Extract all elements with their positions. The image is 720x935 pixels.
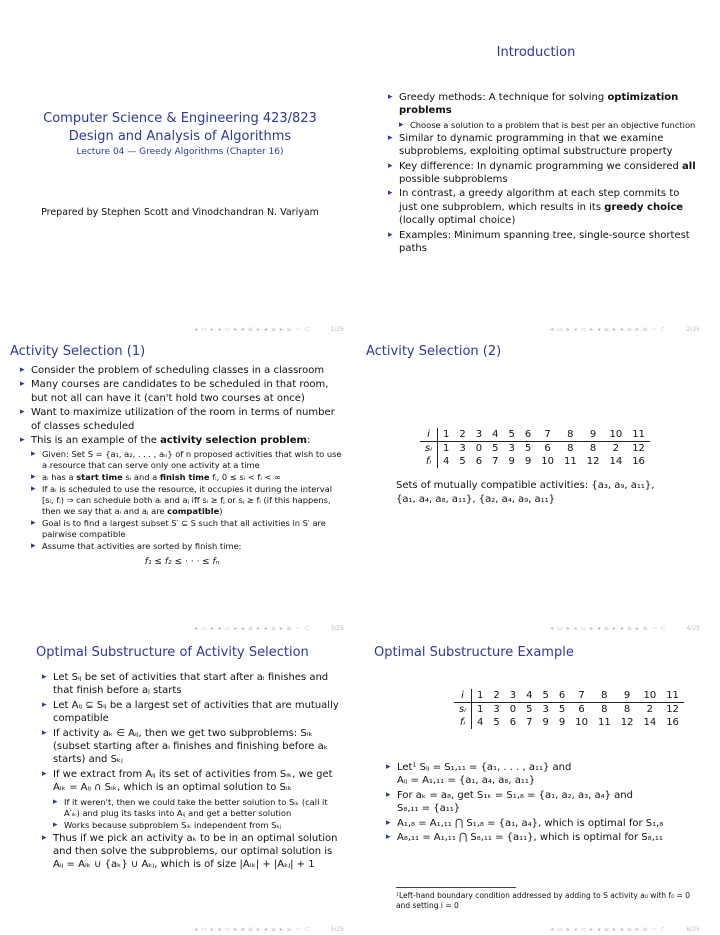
table-cell: 7 [570, 689, 593, 703]
table-cell: 10 [604, 428, 627, 442]
slide-optimal-substructure [10, 645, 350, 935]
table-cell: 2 [454, 428, 470, 442]
table-cell: 9 [524, 456, 532, 467]
table-cell: 6 [520, 428, 536, 442]
table-cell: 5 [524, 443, 532, 454]
row-header: i [454, 689, 472, 703]
slide-title: Introduction [496, 45, 576, 60]
bullet: ▸ Many courses are candidates to be scheduled in that room, but not all can have it (can't hold two courses at once) [20, 378, 344, 405]
table-cell: 12 [620, 717, 634, 728]
activity-table-grid [420, 428, 650, 468]
slide-footer [194, 625, 344, 632]
table-cell: 5 [538, 689, 554, 703]
row-header: fᵢ [454, 716, 472, 729]
row-header: sᵢ [454, 703, 472, 717]
compatible-sets-line: {a₁, a₄, a₈, a₁₁}, {a₂, a₄, a₉, a₁₁} [396, 494, 556, 505]
page-number: 5/25 [330, 926, 344, 933]
slide-optimal-substructure-example [366, 645, 706, 935]
activity-table [454, 689, 684, 729]
compatible-sets-line: Sets of mutually compatible activities: {a₃, a₉, a₁₁}, [396, 480, 655, 491]
table-cell: 8 [593, 689, 616, 703]
table-cell: 3 [471, 428, 487, 442]
table-cell: 11 [563, 456, 577, 467]
table-cell: 5 [526, 704, 533, 715]
table-cell: 6 [554, 689, 570, 703]
table-cell: 5 [493, 717, 500, 728]
table-cell: 11 [661, 689, 684, 703]
table-cell: 0 [509, 704, 517, 715]
slide-footer [194, 326, 344, 333]
table-cell: 1 [477, 704, 484, 715]
table-cell: 8 [601, 704, 608, 715]
table-cell: 16 [632, 456, 645, 467]
table-cell: 10 [541, 456, 554, 467]
page-number: 1/25 [330, 326, 344, 333]
table-cell: 7 [492, 456, 499, 467]
bullet: ▸ This is an example of the activity selection problem: ▸ Given: Set S = {a₁, a₂, . . . , aₙ} of n proposed activities that wish to use a resource that can serve only one activity at a time ▸ aᵢ has a start time sᵢ and a finish time fᵢ, 0 ≤ sᵢ < fᵢ < ∞ ▸ If aᵢ is scheduled to use the resource, it occupies it during the interval [sᵢ, fᵢ) ⇒ can schedule both aᵢ and aⱼ iff sᵢ ≥ fⱼ or sⱼ ≥ fᵢ (if this happens, then we say that aᵢ and aⱼ are compatible) ▸ Goal is to find a largest subset S′ ⊆ S such that all activities in S′ are pairwise compatible ▸ Assume that activities are sorted by finish time: [20, 434, 344, 552]
footnote: ¹Left-hand boundary condition addressed by adding to S activity a₀ with f₀ = 0 and setting i = 0 [396, 891, 690, 910]
table-cell: 3 [542, 704, 549, 715]
sub-bullet: ▸ Goal is to find a largest subset S′ ⊆ S such that all activities in S′ are pairwise compatible [31, 518, 344, 540]
row-header: i [420, 428, 438, 442]
table-row [420, 428, 650, 442]
slide-title: Optimal Substructure Example [374, 645, 574, 660]
page-number: 4/25 [686, 625, 700, 632]
bullet: ▸ Consider the problem of scheduling classes in a classroom [20, 364, 344, 377]
slide-body [386, 761, 700, 845]
activity-table-grid [454, 689, 684, 729]
bullet: ▸ Key difference: In dynamic programming we considered all possible subproblems [388, 160, 700, 187]
table-row [454, 703, 684, 717]
table-cell: 2 [612, 443, 619, 454]
sub-bullet: ▸ If aᵢ is scheduled to use the resource, it occupies it during the interval [sᵢ, fᵢ) ⇒ can schedule both aᵢ and aⱼ iff sᵢ ≥ fⱼ or sⱼ ≥ fᵢ (if this happens, then we say that aᵢ and aⱼ are compatible) [31, 484, 344, 517]
sub-bullet: ▸ Choose a solution to a problem that is best per an objective function [399, 120, 700, 131]
bullet: ▸ Want to maximize utilization of the room in terms of number of classes scheduled [20, 406, 344, 433]
page-number: 2/25 [686, 326, 700, 333]
table-cell: 14 [643, 717, 657, 728]
table-row [454, 689, 684, 703]
nav-controls[interactable]: ◂ ▭ ▸ ◂ ▭ ▸ ◂ ≡ ▸ ◂ ≡ ▸ ≡ ∽ ⊂ [194, 326, 311, 333]
table-row [454, 716, 684, 729]
slide-activity-selection-1 [10, 344, 350, 634]
table-cell: 4 [443, 456, 450, 467]
table-cell: 5 [459, 456, 466, 467]
table-cell: 10 [575, 717, 588, 728]
bullet: ▸ Similar to dynamic programming in that we examine subproblems, exploiting optimal substructure property [388, 132, 700, 159]
nav-controls[interactable]: ◂ ▭ ▸ ◂ ▭ ▸ ◂ ≡ ▸ ◂ ≡ ▸ ≡ ∽ ⊂ [550, 326, 667, 333]
authors: Prepared by Stephen Scott and Vinodchandran N. Variyam [41, 207, 319, 218]
table-cell: 11 [627, 428, 650, 442]
table-cell: 4 [477, 717, 484, 728]
activity-table [420, 428, 650, 468]
slide-title: Activity Selection (1) [10, 344, 146, 359]
table-cell: 12 [586, 456, 600, 467]
nav-controls[interactable]: ◂ ▭ ▸ ◂ ▭ ▸ ◂ ≡ ▸ ◂ ≡ ▸ ≡ ∽ ⊂ [550, 625, 667, 632]
table-row [420, 442, 650, 456]
table-cell: 9 [508, 456, 515, 467]
sub-bullet: ▸ aᵢ has a start time sᵢ and a finish time fᵢ, 0 ≤ sᵢ < fᵢ < ∞ [31, 472, 344, 483]
table-cell: 4 [521, 689, 537, 703]
table-cell: 6 [578, 704, 585, 715]
bullet: ▸ Let Aᵢⱼ ⊆ Sᵢⱼ be a largest set of activities that are mutually compatible [42, 699, 344, 726]
table-cell: 10 [638, 689, 661, 703]
table-cell: 11 [597, 717, 611, 728]
bullet: ▸ If we extract from Aᵢⱼ its set of activities from Sᵢₖ, we get Aᵢₖ = Aᵢⱼ ∩ Sᵢₖ, which is an optimal solution to Sᵢₖ ▸ If it weren't, then we could take the better solution to Sᵢₖ (call it A′ᵢₖ) and plug its tasks into Aᵢⱼ and get a better solution ▸ Works because subproblem Sᵢₖ independent from Sₖⱼ [42, 768, 344, 831]
compatible-sets [396, 479, 654, 507]
nav-controls[interactable]: ◂ ▭ ▸ ◂ ▭ ▸ ◂ ≡ ▸ ◂ ≡ ▸ ≡ ∽ ⊂ [194, 625, 311, 632]
slide-body [42, 671, 344, 873]
table-cell: 9 [542, 717, 549, 728]
table-row [420, 455, 650, 468]
sub-bullet: ▸ Works because subproblem Sᵢₖ independent from Sₖⱼ [53, 820, 344, 831]
table-cell: 2 [488, 689, 504, 703]
table-cell: 2 [646, 704, 653, 715]
bullet: ▸ Thus if we pick an activity aₖ to be in an optimal solution and then solve the subproblems, our optimal solution is Aᵢⱼ = Aᵢₖ ∪ {aₖ} ∪ Aₖⱼ, which is of size |Aᵢₖ| + |Aₖⱼ| + 1 [42, 832, 344, 872]
table-cell: 9 [582, 428, 605, 442]
table-cell: 3 [508, 443, 515, 454]
table-cell: 7 [536, 428, 559, 442]
course-subtitle: Design and Analysis of Algorithms [68, 129, 292, 144]
table-cell: 16 [666, 717, 679, 728]
table-cell: 0 [475, 443, 483, 454]
table-cell: 1 [443, 443, 450, 454]
table-cell: 14 [609, 456, 623, 467]
row-header: sᵢ [420, 442, 438, 456]
table-cell: 6 [509, 717, 517, 728]
page-number: 6/25 [686, 926, 700, 933]
slide-footer [550, 326, 700, 333]
slide-body [388, 91, 700, 256]
table-cell: 6 [475, 456, 483, 467]
bullet: ▸ Greedy methods: A technique for solving optimization problems ▸ Choose a solution to a problem that is best per an objective function [388, 91, 700, 131]
table-cell: 9 [558, 717, 566, 728]
slide-footer [550, 625, 700, 632]
table-cell: 8 [589, 443, 597, 454]
slide-activity-selection-2 [366, 344, 706, 634]
table-cell: 5 [558, 704, 566, 715]
slide-title: Optimal Substructure of Activity Selection [36, 645, 309, 660]
footnote-rule [396, 887, 516, 888]
nav-controls[interactable]: ◂ ▭ ▸ ◂ ▭ ▸ ◂ ≡ ▸ ◂ ≡ ▸ ≡ ∽ ⊂ [550, 926, 667, 933]
nav-controls[interactable]: ◂ ▭ ▸ ◂ ▭ ▸ ◂ ≡ ▸ ◂ ≡ ▸ ≡ ∽ ⊂ [194, 926, 311, 933]
row-header: fᵢ [420, 455, 438, 468]
bullet: ▸ A₁,₈ = A₁,₁₁ ⋂ S₁,₈ = {a₁, a₄}, which is optimal for S₁,₈ [386, 817, 700, 830]
table-cell: 3 [493, 704, 500, 715]
bullet: ▸ Examples: Minimum spanning tree, single-source shortest paths [388, 229, 700, 256]
sub-bullet: ▸ If it weren't, then we could take the better solution to Sᵢₖ (call it A′ᵢₖ) and plug its tasks into Aᵢⱼ and get a better solution [53, 797, 344, 819]
table-cell: 5 [504, 428, 520, 442]
slide-title-page [10, 45, 350, 335]
table-cell: 1 [438, 428, 455, 442]
sub-bullet: ▸ Assume that activities are sorted by finish time: [31, 541, 344, 552]
table-cell: 9 [616, 689, 639, 703]
bullet: ▸ If activity aₖ ∈ Aᵢⱼ, then we get two subproblems: Sᵢₖ (subset starting after aᵢ finishes and finishing before aₖ starts) and Sₖⱼ [42, 727, 344, 767]
slide-body [20, 364, 344, 570]
bullet: ▸ A₈,₁₁ = A₁,₁₁ ⋂ S₈,₁₁ = {a₁₁}, which is optimal for S₈,₁₁ [386, 831, 700, 844]
course-title: Computer Science & Engineering 423/823 [43, 111, 317, 126]
bullet: ▸ Let Sᵢⱼ be set of activities that start after aᵢ finishes and that finish before aⱼ starts [42, 671, 344, 698]
table-cell: 6 [544, 443, 551, 454]
table-cell: 3 [459, 443, 466, 454]
sub-bullet: ▸ Given: Set S = {a₁, a₂, . . . , aₙ} of n proposed activities that wish to use a resource that can serve only one activity at a time [31, 449, 344, 471]
table-cell: 5 [492, 443, 499, 454]
bullet: ▸ For aₖ = a₈, get S₁ₖ = S₁,₈ = {a₁, a₂, a₃, a₄} and S₈,₁₁ = {a₁₁} [386, 789, 700, 816]
page-number: 3/25 [330, 625, 344, 632]
table-cell: 4 [487, 428, 503, 442]
table-cell: 12 [666, 704, 679, 715]
table-cell: 8 [559, 428, 582, 442]
table-cell: 1 [472, 689, 489, 703]
table-cell: 12 [632, 443, 645, 454]
table-cell: 8 [623, 704, 631, 715]
table-cell: 8 [567, 443, 574, 454]
slide-introduction [366, 45, 706, 335]
lecture-title: Lecture 04 — Greedy Algorithms (Chapter 16) [76, 147, 284, 157]
table-cell: 7 [526, 717, 533, 728]
table-cell: 3 [505, 689, 521, 703]
bullet: ▸ In contrast, a greedy algorithm at each step commits to just one subproblem, which results in its greedy choice (locally optimal choice) [388, 187, 700, 227]
slide-title: Activity Selection (2) [366, 344, 502, 359]
bullet: ▸ Let¹ Sᵢⱼ = S₁,₁₁ = {a₁, . . . , a₁₁} and Aᵢⱼ = A₁,₁₁ = {a₁, a₄, a₈, a₁₁} [386, 761, 700, 788]
sorted-formula: f₁ ≤ f₂ ≤ · · · ≤ fₙ [144, 557, 220, 568]
